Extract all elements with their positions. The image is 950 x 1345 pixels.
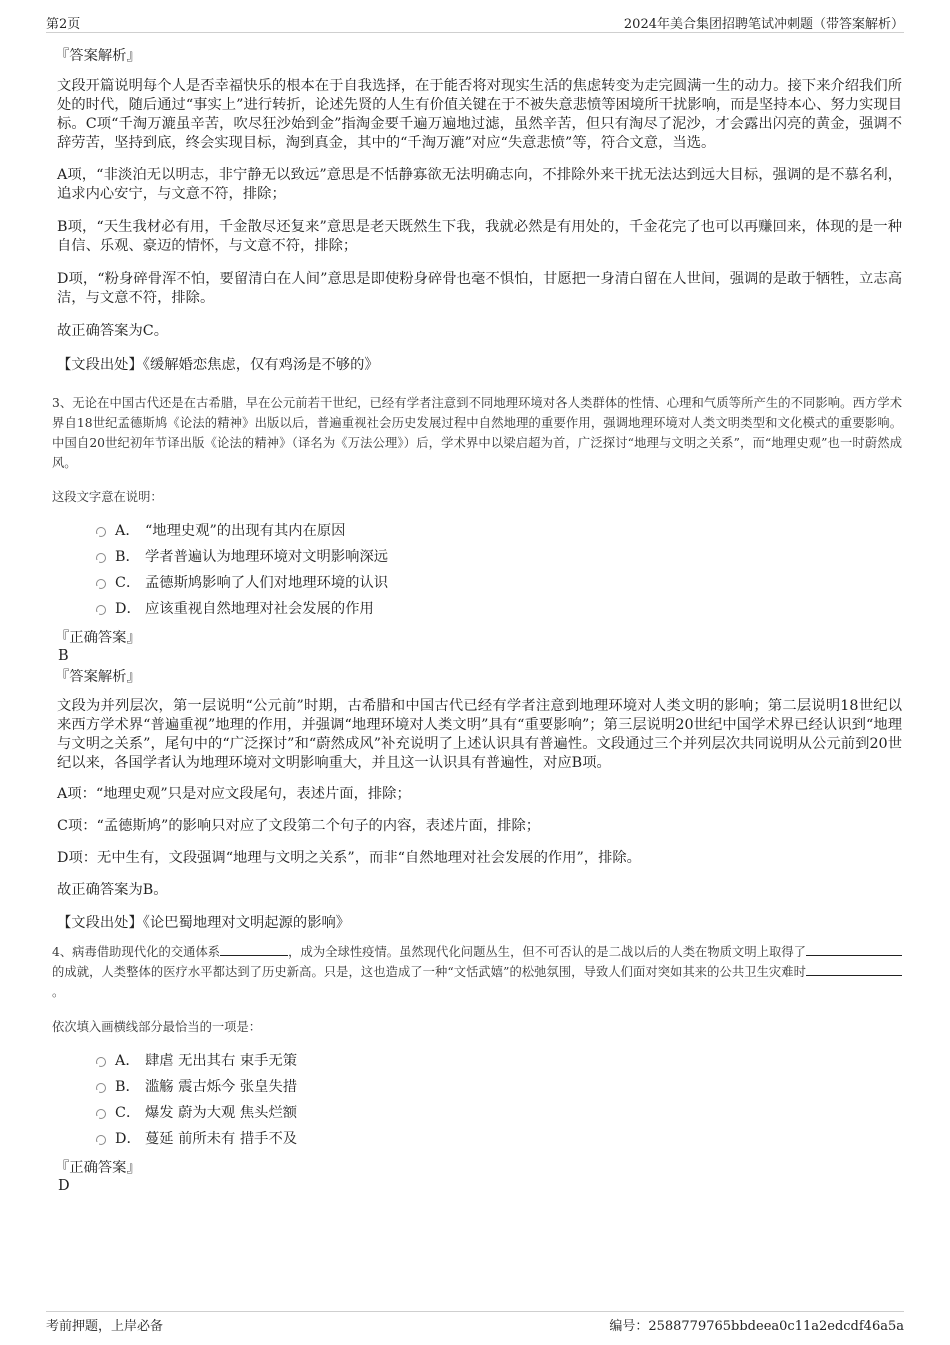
page-number: 第2页: [46, 17, 81, 32]
q4-correct-answer-label: 『正确答案』: [55, 1160, 141, 1176]
radio-button-icon[interactable]: [96, 1057, 106, 1067]
q3-option-a[interactable]: [96, 517, 902, 543]
q4-option-b[interactable]: [96, 1073, 902, 1099]
radio-button-icon[interactable]: [96, 579, 106, 589]
q4-option-a[interactable]: [96, 1047, 902, 1073]
q4-correct-answer-value: D: [58, 1178, 70, 1194]
q2-option-a-analysis: A项，“非淡泊无以明志，非宁静无以致远”意思是不恬静寡欲无法明确志向，不排除外来干扰无法达到远大目标，强调的是不慕名利，追求内心安宁，与文意不符，排除；: [57, 167, 902, 202]
option-text: 蔓延 前所未有 措手不及: [145, 1131, 298, 1147]
q2-source: 【文段出处】《缓解婚恋焦虑，仅有鸡汤是不够的》: [57, 357, 379, 373]
radio-button-icon[interactable]: [96, 1083, 106, 1093]
q3-option-d-analysis: D项：无中生有，文段强调“地理与文明之关系”，而非“自然地理对社会发展的作用”，排除。: [57, 850, 641, 866]
radio-button-icon[interactable]: [96, 527, 106, 537]
option-letter: C．: [115, 1105, 141, 1121]
radio-button-icon[interactable]: [96, 605, 106, 615]
page-footer: [46, 1311, 904, 1345]
option-text: 滥觞 震古烁今 张皇失措: [145, 1079, 298, 1095]
q3-correct-answer-value: B: [58, 648, 69, 664]
fill-blank-3[interactable]: [806, 964, 902, 976]
q3-analysis-label: 『答案解析』: [55, 669, 141, 685]
q3-analysis-paragraph: 文段为并列层次，第一层说明“公元前”时期，古希腊和中国古代已经有学者注意到地理环境对人类文明的影响；第二层说明18世纪以来西方学术界“普遍重视”地理的作用，并强调“地理环境对人类文明”具有“重要影响”；第三层说明20世纪中国学术界已经认识到“地理与文明之关系”，尾句中的“广泛探讨”和“蔚然成风”补充说明了上述认识具有普遍性。文段通过三个并列层次共同说明从公元前到20世纪以来，各国学者认为地理环境对文明影响重大，并且这一认识具有普遍性，对应B项。: [57, 698, 902, 771]
q4-stem-part3: 的成就，人类整体的医疗水平都达到了历史新高。只是，这也造成了一种“文恬武嬉”的松弛氛围，导致人们面对突如其来的公共卫生灾难时: [52, 965, 806, 979]
radio-button-icon[interactable]: [96, 1135, 106, 1145]
q4-options: [96, 1047, 902, 1151]
q3-option-c-analysis: C项：“孟德斯鸠”的影响只对应了文段第二个句子的内容，表述片面，排除；: [57, 818, 541, 834]
q3-option-d[interactable]: [96, 595, 902, 621]
option-text: 孟德斯鸠影响了人们对地理环境的认识: [145, 575, 389, 591]
option-text: 爆发 蔚为大观 焦头烂额: [145, 1105, 298, 1121]
q2-analysis-paragraph: 文段开篇说明每个人是否幸福快乐的根本在于自我选择，在于能否将对现实生活的焦虑转变为走完圆满一生的动力。接下来介绍我们所处的时代，随后通过“事实上”进行转折，论述先贤的人生有价值关键在于不被失意悲愤等困境所干扰影响，而是坚持本心、努力实现目标。C项“千淘万漉虽辛苦，吹尽狂沙始到金”指淘金要千遍万遍地过滤，虽然辛苦，但只有淘尽了泥沙，才会露出闪亮的黄金，强调不辞劳苦，坚持到底，终会实现目标，淘到真金，其中的“千淘万漉”对应“失意悲愤”等，符合文意，当选。: [57, 78, 902, 151]
q3-source: 【文段出处】《论巴蜀地理对文明起源的影响》: [57, 915, 351, 931]
q3-prompt: 这段文字意在说明：: [52, 490, 163, 504]
q4-prompt: 依次填入画横线部分最恰当的一项是：: [52, 1020, 262, 1034]
q4-stem-part4: 。: [52, 985, 65, 999]
option-text: 肆虐 无出其右 束手无策: [145, 1053, 298, 1069]
option-letter: D．: [115, 1131, 141, 1147]
q3-option-c[interactable]: [96, 569, 902, 595]
q3-option-b[interactable]: [96, 543, 902, 569]
document-title: 2024年美合集团招聘笔试冲刺题（带答案解析）: [623, 17, 904, 32]
q2-conclusion: 故正确答案为C。: [57, 323, 169, 339]
q4-option-c[interactable]: [96, 1099, 902, 1125]
q3-correct-answer-label: 『正确答案』: [55, 630, 141, 646]
option-letter: C．: [115, 575, 141, 591]
footer-slogan: 考前押题，上岸必备: [46, 1319, 164, 1334]
fill-blank-1[interactable]: [220, 944, 288, 956]
option-text: 应该重视自然地理对社会发展的作用: [145, 601, 374, 617]
fill-blank-2[interactable]: [806, 944, 902, 956]
q4-option-d[interactable]: [96, 1125, 902, 1151]
option-letter: D．: [115, 601, 141, 617]
radio-button-icon[interactable]: [96, 553, 106, 563]
q3-options: [96, 517, 902, 621]
page-header: [46, 0, 904, 33]
page-content: [52, 36, 902, 1195]
q3-option-a-analysis: A项：“地理史观”只是对应文段尾句，表述片面，排除；: [57, 786, 411, 802]
q2-analysis-label: 『答案解析』: [55, 48, 141, 64]
q3-conclusion: 故正确答案为B。: [57, 882, 168, 898]
option-letter: B．: [115, 549, 140, 565]
option-text: “地理史观”的出现有其内在原因: [145, 523, 346, 539]
radio-button-icon[interactable]: [96, 1109, 106, 1119]
q2-option-b-analysis: B项，“天生我材必有用，千金散尽还复来”意思是老天既然生下我，我就必然是有用处的，千金花完了也可以再赚回来，体现的是一种自信、乐观、豪迈的情怀，与文意不符，排除；: [57, 219, 902, 254]
q4-stem: [52, 942, 902, 1002]
q4-stem-part1: 4、病毒借助现代化的交通体系: [52, 945, 221, 959]
option-text: 学者普遍认为地理环境对文明影响深远: [145, 549, 389, 565]
q3-stem: 3、无论在中国古代还是在古希腊，早在公元前若干世纪，已经有学者注意到不同地理环境对各人类群体的性情、心理和气质等所产生的不同影响。西方学术界自18世纪孟德斯鸠《论法的精神》出版以后，普遍重视社会历史发展过程中自然地理的重要作用，强调地理环境对人类文明类型和文化模式的重要影响。中国自20世纪初年节译出版《论法的精神》（译名为《万法公理》）后，学术界中以梁启超为首，广泛探讨“地理与文明之关系”，而“地理史观”也一时蔚然成风。: [52, 396, 902, 470]
q2-option-d-analysis: D项，“粉身碎骨浑不怕，要留清白在人间”意思是即使粉身碎骨也毫不惧怕，甘愿把一身清白留在人世间，强调的是敢于牺牲，立志高洁，与文意不符，排除。: [57, 271, 902, 306]
document-id: 编号：2588779765bbdeea0c11a2edcdf46a5a: [609, 1319, 904, 1334]
option-letter: A．: [115, 523, 140, 539]
option-letter: A．: [115, 1053, 140, 1069]
option-letter: B．: [115, 1079, 140, 1095]
q4-stem-part2: ，成为全球性疫情。虽然现代化问题丛生，但不可否认的是二战以后的人类在物质文明上取得了: [288, 945, 806, 959]
